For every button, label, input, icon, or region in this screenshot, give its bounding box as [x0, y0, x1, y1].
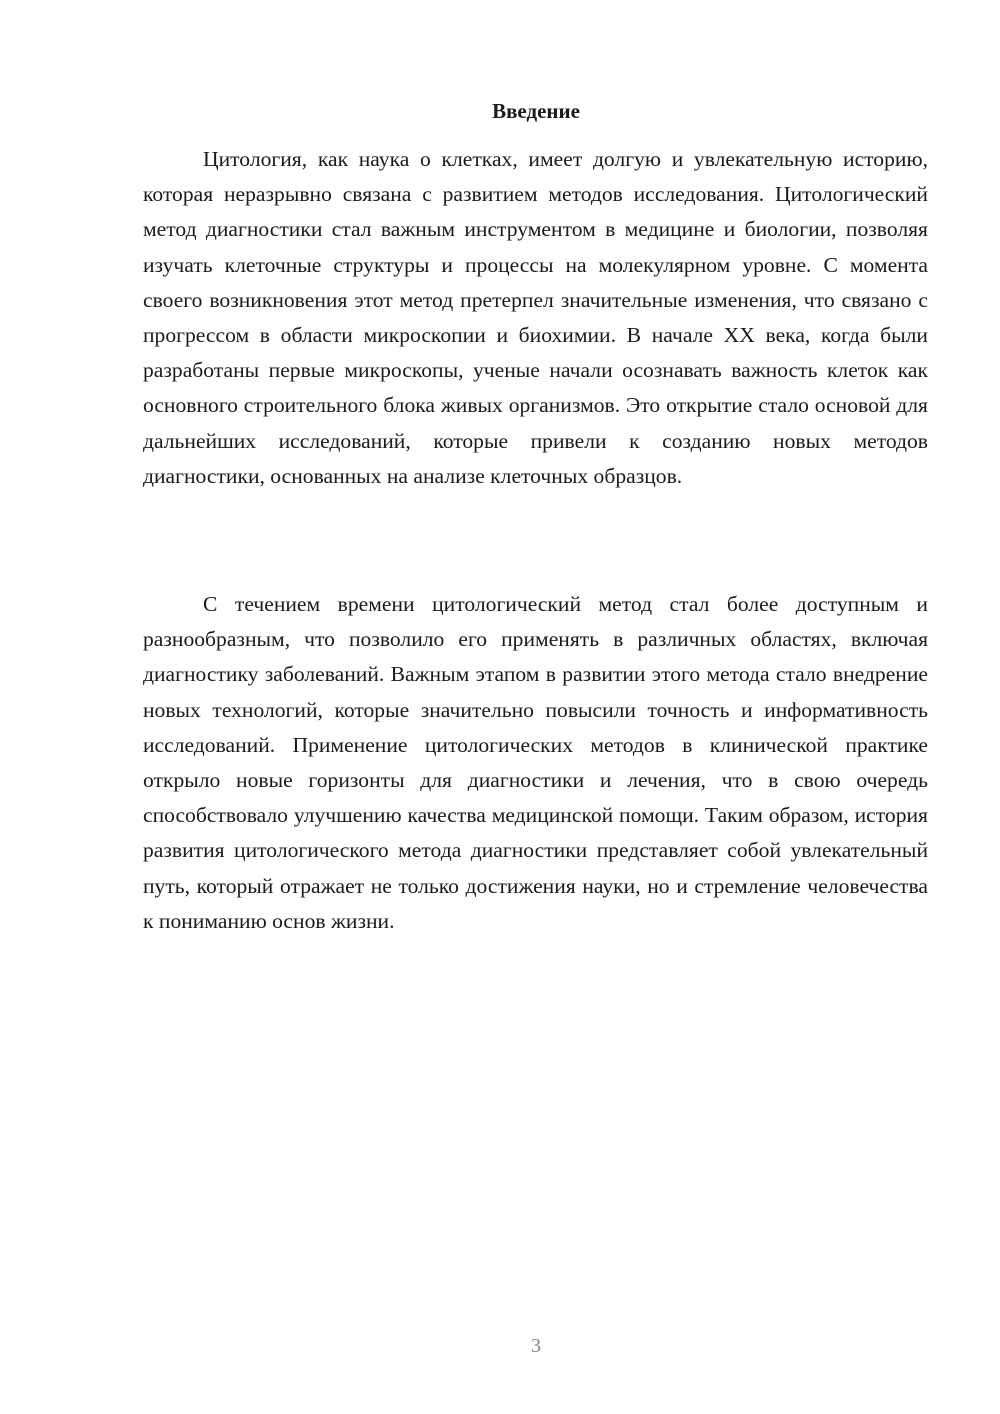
paragraph-1: Цитология, как наука о клетках, имеет долгую и увлекательную историю, которая неразрывно связана с развитием методов исследования. Цитологический метод диагностики стал важным инструментом в медицине и биологии, позволяя изучать клеточные структуры и процессы на молекулярном уровне. С момента своего возникновения этот метод претерпел значительные изменения, что связано с прогрессом в области микроскопии и биохимии. В начале XX века, когда были разработаны первые микроскопы, ученые начали осознавать важность клеток как основного строительного блока живых организмов. Это открытие стало основой для дальнейших исследований, которые привели к созданию новых методов диагностики, основанных на анализе клеточных образцов.	[143, 147, 928, 488]
page-number: 3	[531, 1335, 541, 1357]
section-title: Введение	[492, 99, 580, 123]
paragraph-2: С течением времени цитологический метод стал более доступным и разнообразным, что позволило его применять в различных областях, включая диагностику заболеваний. Важным этапом в развитии этого метода стало внедрение новых технологий, которые значительно повысили точность и информативность исследований. Применение цитологических методов в клинической практике открыло новые горизонты для диагностики и лечения, что в свою очередь способствовало улучшению качества медицинской помощи. Таким образом, история развития цитологического метода диагностики представляет собой увлекательный путь, который отражает не только достижения науки, но и стремление человечества к пониманию основ жизни.	[143, 592, 928, 933]
